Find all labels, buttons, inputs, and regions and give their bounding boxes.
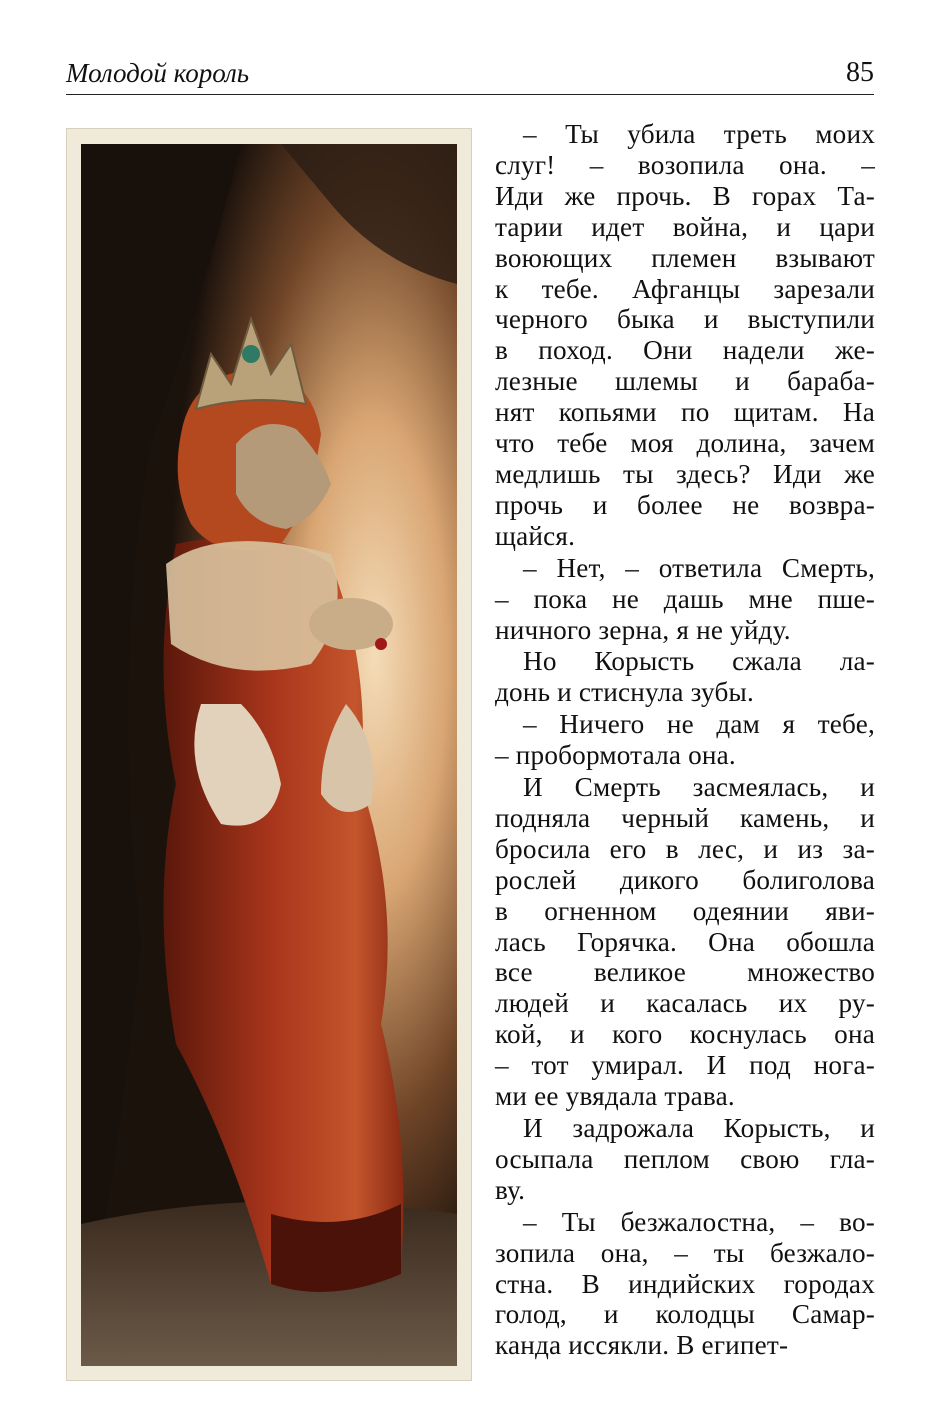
text-line: лась Горячка. Она обошла [495,926,875,957]
text-line: – тот умирал. И под нога- [495,1050,875,1081]
text-column [495,119,875,1362]
text-line: медлишь ты здесь? Иди же [495,458,875,489]
illustration-frame [66,128,472,1381]
text-line: Иди же прочь. В горах Та- [495,180,875,211]
text-line: ми ее увядала трава. [495,1081,735,1112]
text-line: в огненном одеянии яви- [495,895,875,926]
paragraph [495,119,875,552]
text-line: – пока не дашь мне пше- [495,583,875,614]
text-line: – Ты убила треть моих [523,119,875,149]
text-line: кой, и кого коснулась она [495,1019,875,1050]
text-line: черного быка и выступили [495,304,875,335]
text-line: – Нет, – ответила Смерть, [523,552,875,583]
fur-collar [166,541,338,671]
text-line: нят копьями по щитам. На [495,397,875,428]
text-line: в поход. Они надели же- [495,335,875,366]
text-line: прочь и более не возвра- [495,489,875,520]
text-line: стна. В индийских городах [495,1268,875,1299]
text-line: канда иссякли. В египет- [495,1330,789,1361]
text-line: рослей дикого болиголова [495,864,875,895]
text-line: что тебе моя долина, зачем [495,428,875,459]
text-line: зопила она, – ты безжало- [495,1237,875,1268]
text-line: осыпала пеплом свою гла- [495,1143,875,1174]
running-title: Молодой король [66,58,250,88]
text-line: воюющих племен взывают [495,242,875,273]
text-line: – пробормотала она. [495,740,736,771]
paragraph [495,772,875,1112]
text-line: И Смерть засмеялась, и [523,772,875,803]
text-line: к тебе. Афганцы зарезали [495,273,875,304]
running-head [66,54,874,95]
paragraph [495,1113,875,1206]
text-line: – Ты безжалостна, – во- [523,1206,875,1237]
crown-jewel [242,345,260,363]
text-line: голод, и колодцы Самар- [495,1299,875,1330]
text-line: подняла черный камень, и [495,802,875,833]
text-line: донь и стиснула зубы. [495,677,754,708]
ring [375,638,387,650]
text-line: все великое множество [495,957,875,988]
paragraph [495,553,875,646]
text-line: лезные шлемы и бараба- [495,366,875,397]
text-line: И задрожала Корысть, и [523,1113,875,1143]
text-line: слуг! – возопила она. – [495,149,875,180]
text-line: ничного зерна, я не уйду. [495,614,791,645]
text-line: ву. [495,1174,526,1205]
paragraph [495,709,875,771]
greed-illustration [81,144,457,1366]
paragraph [495,646,875,708]
text-line: людей и касалась их ру- [495,988,875,1019]
text-line: бросила его в лес, и из за- [495,833,875,864]
text-line: щайся. [495,520,576,551]
text-line: – Ничего не дам я тебе, [523,709,875,740]
paragraph [495,1207,875,1362]
text-line: Но Корысть сжала ла- [523,646,875,677]
page-number: 85 [846,57,874,88]
text-line: тарии идет война, и цари [495,211,875,242]
